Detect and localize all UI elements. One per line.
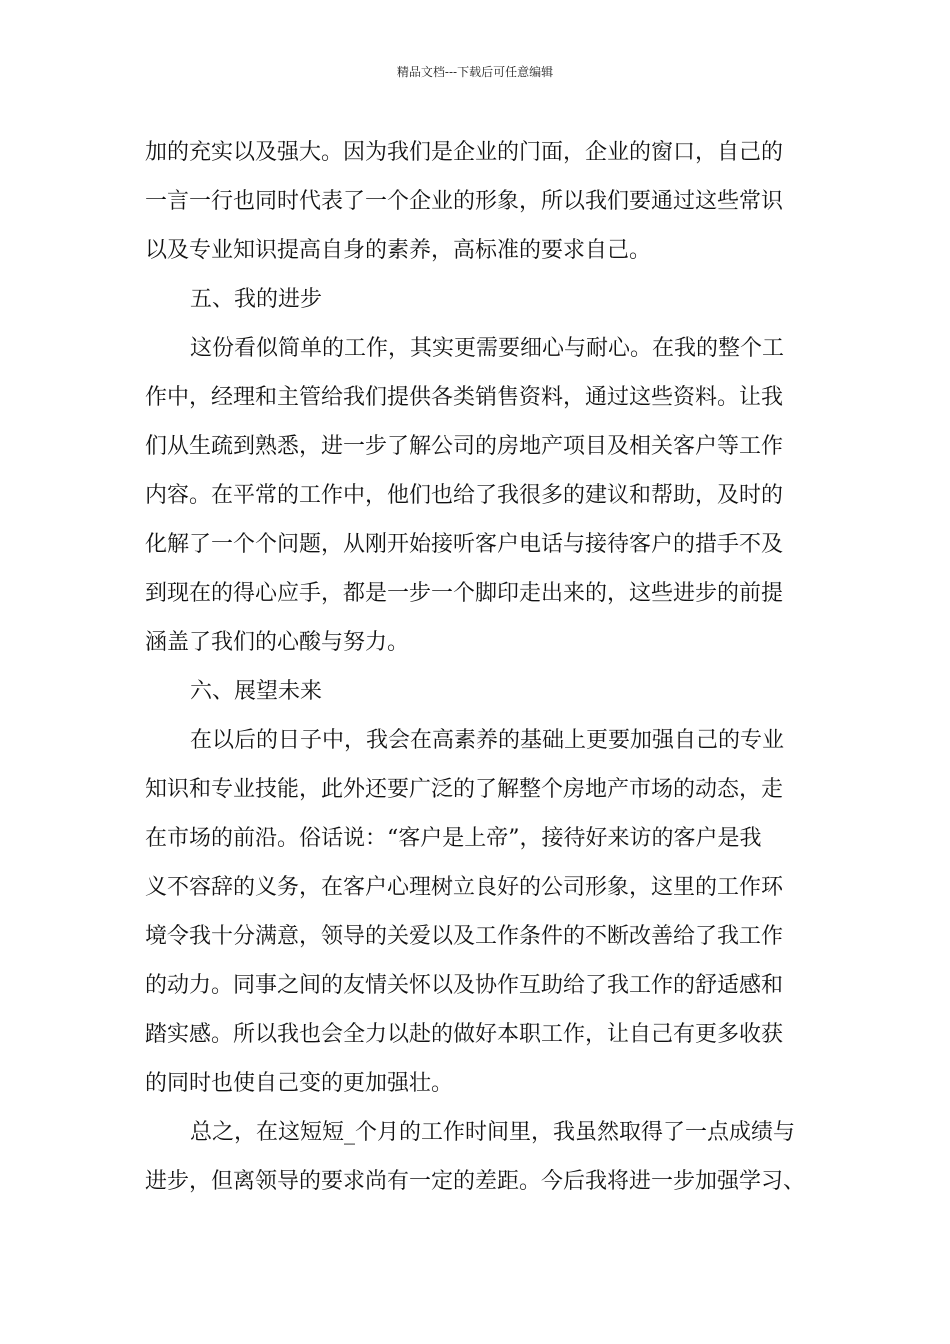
text-line: 这份看似简单的工作，其实更需要细心与耐心。在我的整个工 xyxy=(190,336,785,361)
text-line: 加的充实以及强大。因为我们是企业的门面，企业的窗口，自己的 xyxy=(145,140,784,165)
text-line: 作中，经理和主管给我们提供各类销售资料，通过这些资料。让我 xyxy=(145,385,784,410)
text-line: 知识和专业技能，此外还要广泛的了解整个房地产市场的动态，走 xyxy=(145,777,784,802)
text-line: 总之，在这短短_个月的工作时间里，我虽然取得了一点成绩与 xyxy=(190,1120,796,1145)
text-line: 内容。在平常的工作中，他们也给了我很多的建议和帮助，及时的 xyxy=(145,483,784,508)
text-line: 到现在的得心应手，都是一步一个脚印走出来的，这些进步的前提 xyxy=(145,581,784,606)
text-line: 五、我的进步 xyxy=(190,287,323,312)
text-line: 在市场的前沿。俗话说：“客户是上帝”，接待好来访的客户是我 xyxy=(145,826,762,851)
text-line: 进步，但离领导的要求尚有一定的差距。今后我将进一步加强学习、 xyxy=(145,1169,806,1194)
text-line: 境令我十分满意，领导的关爱以及工作条件的不断改善给了我工作 xyxy=(145,924,784,949)
text-line: 六、展望未来 xyxy=(190,679,323,704)
text-line: 在以后的日子中，我会在高素养的基础上更要加强自己的专业 xyxy=(190,728,785,753)
text-line: 的同时也使自己变的更加强壮。 xyxy=(145,1071,454,1096)
page-header: 精品文档---下载后可任意编辑 xyxy=(396,65,554,79)
text-line: 涵盖了我们的心酸与努力。 xyxy=(145,630,410,655)
text-line: 们从生疏到熟悉，进一步了解公司的房地产项目及相关客户等工作 xyxy=(145,434,784,459)
text-line: 踏实感。所以我也会全力以赴的做好本职工作，让自己有更多收获 xyxy=(145,1022,784,1047)
document-body xyxy=(145,128,825,1206)
text-line: 化解了一个个问题，从刚开始接听客户电话与接待客户的措手不及 xyxy=(145,532,784,557)
text-line: 一言一行也同时代表了一个企业的形象，所以我们要通过这些常识 xyxy=(145,189,784,214)
text-line: 以及专业知识提高自身的素养，高标准的要求自己。 xyxy=(145,238,652,263)
text-line: 的动力。同事之间的友情关怀以及协作互助给了我工作的舒适感和 xyxy=(145,973,784,998)
text-line: 义不容辞的义务，在客户心理树立良好的公司形象，这里的工作环 xyxy=(145,875,784,900)
